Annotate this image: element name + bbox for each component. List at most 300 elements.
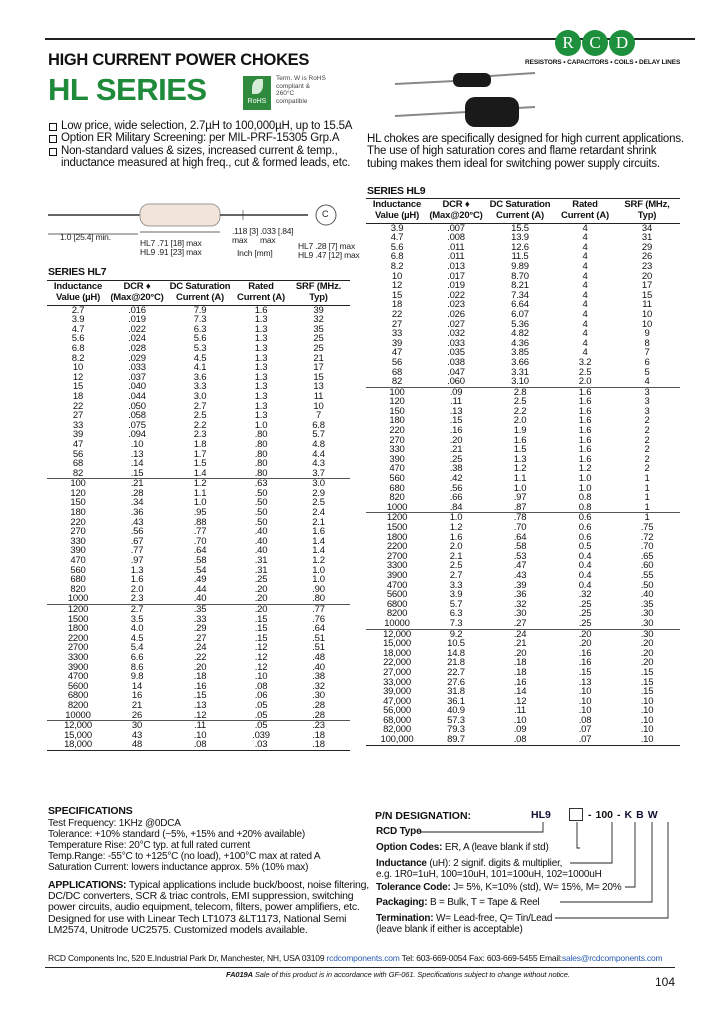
table-cell: .30: [312, 690, 325, 702]
table-cell: .013: [447, 260, 465, 272]
dim-body-dia: .033 [.84] max: [260, 226, 294, 245]
pn-part: 100: [595, 809, 614, 821]
table-cell: 3.6: [193, 371, 207, 383]
table-cell: 3.9: [71, 314, 85, 326]
page-number: 104: [655, 975, 676, 989]
table-cell: 3.9: [449, 589, 463, 601]
table-cell: 12.6: [511, 241, 529, 253]
table-cell: 1: [644, 501, 650, 513]
table-cell: 4: [582, 299, 588, 311]
table-cell: 5: [644, 366, 650, 378]
table-cell: 7: [315, 410, 322, 422]
table-cell: .12: [513, 695, 527, 707]
table-cell: .28: [312, 709, 325, 721]
table-cell: .58: [193, 555, 207, 567]
table-cell: 390: [70, 545, 86, 557]
table-cell: .40: [254, 545, 268, 557]
table-cell: 1200: [47, 605, 109, 615]
table-cell: 33: [391, 328, 403, 340]
table-cell: .08: [484, 735, 556, 745]
table-cell: 1.3: [254, 352, 268, 364]
table-cell: .80: [254, 458, 268, 470]
table-cell: .78: [484, 513, 556, 523]
table-cell: .27: [193, 632, 207, 644]
table-cell: 3.31: [511, 366, 529, 378]
table-cell: 0.4: [578, 550, 592, 562]
table-cell: 4.1: [193, 362, 207, 374]
table-cell: 6.6: [130, 651, 144, 663]
table-cell: 560: [389, 473, 405, 485]
table-cell: 2.2: [513, 405, 527, 417]
table-cell: 1.0: [513, 482, 527, 494]
table-cell: .31: [254, 564, 268, 576]
table-cell: .50: [254, 497, 268, 509]
table-cell: 220: [389, 425, 405, 437]
table-cell: .016: [109, 305, 165, 315]
table-cell: 7.3: [193, 314, 207, 326]
table-cell: 150: [70, 497, 86, 509]
table-cell: .15: [254, 613, 268, 625]
table-cell: .67: [130, 535, 144, 547]
applications-paragraph: [48, 880, 370, 936]
table-cell: .43: [130, 516, 144, 528]
table-cell: .80: [254, 429, 268, 441]
table-cell: 2.9: [312, 487, 325, 499]
table-cell: 4.8: [312, 438, 325, 450]
table-cell: 1: [614, 513, 680, 523]
table-cell: .47: [513, 560, 527, 572]
table-cell: 0.8: [578, 492, 592, 504]
table-cell: .16: [578, 657, 592, 669]
table-cell: .38: [312, 671, 325, 683]
table-cell: 4.5: [130, 632, 144, 644]
table-cell: .30: [640, 617, 654, 629]
table-cell: .017: [447, 270, 465, 282]
table-cell: 15.5: [484, 223, 556, 233]
table-cell: 1.3: [254, 400, 268, 412]
table-cell: 4.82: [511, 328, 529, 340]
table-cell: 3.66: [511, 356, 529, 368]
table-cell: .14: [513, 686, 527, 698]
table-cell: .63: [235, 479, 287, 489]
table-cell: .16: [449, 425, 463, 437]
table-cell: .05: [254, 699, 268, 711]
table-cell: 3.0: [193, 390, 207, 402]
specifications-list: [48, 818, 368, 873]
table-cell: .44: [193, 583, 207, 595]
table-cell: .80: [254, 448, 268, 460]
applications-heading: APPLICATIONS:: [48, 879, 127, 891]
table-cell: 680: [389, 482, 405, 494]
table-cell: 36.1: [447, 695, 465, 707]
table-cell: 5.36: [511, 318, 529, 330]
table-cell: 22,000: [383, 657, 411, 669]
table-cell: .28: [312, 699, 325, 711]
table-cell: .033: [447, 337, 465, 349]
table-cell: 4: [582, 318, 588, 330]
table-cell: 2.2: [193, 419, 207, 431]
pn-part: -: [588, 809, 592, 821]
table-cell: .32: [513, 598, 527, 610]
table-cell: 3.5: [130, 613, 144, 625]
dim-lead-length: 1.0 [25.4] min.: [60, 232, 111, 242]
table-cell: 18: [391, 299, 403, 311]
table-cell: .24: [484, 629, 556, 639]
table-cell: 18: [72, 390, 84, 402]
table-cell: .88: [193, 516, 207, 528]
choke-photo: [395, 70, 535, 130]
table-cell: 330: [389, 444, 405, 456]
table-cell: 1.1: [513, 473, 527, 485]
table-cell: .75: [640, 522, 654, 533]
table-cell: 39: [391, 337, 403, 349]
table-cell: .66: [449, 492, 463, 504]
table-cell: 27,000: [383, 666, 411, 678]
table-cell: .037: [128, 371, 146, 383]
table-cell: 150: [389, 405, 405, 417]
table-cell: .25: [254, 574, 268, 586]
table-cell: .77: [193, 526, 207, 538]
table-cell: .15: [640, 666, 654, 678]
col-dcr: DCR ♦ (Max@20°C): [109, 281, 165, 306]
table-cell: 2200: [386, 541, 408, 553]
table-cell: 1.7: [193, 448, 207, 460]
table-cell: .64: [312, 623, 325, 635]
table-cell: 0.4: [578, 579, 592, 591]
table-cell: .20: [640, 657, 654, 669]
table-cell: .15: [193, 690, 207, 702]
col-dcr: DCR ♦ (Max@20°C): [428, 199, 484, 224]
table-cell: .050: [128, 400, 146, 412]
table-cell: 3900: [386, 569, 408, 581]
table-cell: 3300: [67, 651, 89, 663]
table-cell: .12: [254, 642, 268, 654]
table-cell: 13: [313, 381, 324, 393]
table-cell: 8200: [386, 608, 408, 620]
table-cell: 6.3: [449, 608, 463, 620]
table-cell: 1.4: [193, 467, 207, 479]
table-cell: 1.2: [312, 555, 325, 567]
table-cell: 10.5: [447, 638, 465, 650]
table-cell: 1.3: [254, 410, 268, 422]
pn-part: K: [624, 809, 633, 821]
table-cell: .20: [449, 434, 463, 446]
table-cell: .14: [130, 458, 144, 470]
spec-line: Saturation Current: lowers inductance approx. 5% (10% max): [48, 862, 309, 873]
table-cell: .16: [193, 680, 207, 692]
dim-hl9-length: HL9 .91 [23] max: [140, 247, 202, 257]
table-cell: .27: [513, 617, 527, 629]
pn-row: Inductance (uH): 2 signif. digits & multiplier,: [376, 858, 563, 869]
table-cell: .42: [449, 473, 463, 485]
table-cell: 1.3: [513, 453, 527, 465]
table-cell: 2: [644, 463, 650, 475]
table-cell: 15,000: [383, 638, 411, 650]
table-cell: .18: [312, 729, 325, 741]
table-cell: 270: [389, 434, 405, 446]
table-cell: 35: [313, 323, 324, 335]
table-cell: .06: [254, 690, 268, 702]
table-cell: .51: [312, 642, 325, 654]
table-cell: .05: [235, 721, 287, 731]
table-cell: 1200: [366, 513, 428, 523]
table-cell: .64: [193, 545, 207, 557]
table-cell: 2: [644, 444, 650, 456]
spec-line: Test Frequency: 1KHz @0DCA: [48, 818, 181, 829]
table-cell: 14.8: [447, 647, 465, 659]
table-cell: .047: [447, 366, 465, 378]
rcd-logo: [555, 30, 635, 56]
table-cell: 3.9: [366, 223, 428, 233]
table-cell: .15: [640, 686, 654, 698]
table-cell: 47,000: [383, 695, 411, 707]
table-cell: 1.3: [254, 333, 268, 345]
table-cell: .20: [578, 638, 592, 650]
table-cell: 10: [641, 308, 653, 320]
table-cell: .040: [128, 381, 146, 393]
table-cell: .05: [254, 709, 268, 721]
table-cell: 56,000: [383, 705, 411, 717]
table-cell: .10: [614, 735, 680, 745]
table-cell: 22: [391, 308, 403, 320]
col-inductance: Inductance Value (µH): [366, 199, 428, 224]
table-cell: .09: [513, 724, 527, 736]
table-cell: .25: [578, 617, 592, 629]
col-srf: SRF (MHz, Typ): [614, 199, 680, 224]
table-cell: 1.6: [556, 387, 614, 397]
table-cell: 4: [582, 337, 588, 349]
table-cell: 2: [644, 434, 650, 446]
table-cell: .48: [312, 651, 325, 663]
table-cell: 15: [641, 289, 653, 301]
table-cell: 1.0: [312, 574, 325, 586]
table-cell: 3300: [386, 560, 408, 572]
table-cell: 10000: [384, 617, 410, 629]
table-cell: .36: [130, 507, 144, 519]
table-cell: .11: [165, 721, 235, 731]
table-cell: 2200: [67, 632, 89, 644]
pn-part: B: [636, 809, 644, 821]
table-cell: .07: [556, 735, 614, 745]
table-cell: 68: [391, 366, 403, 378]
table-cell: .56: [130, 526, 144, 538]
table-cell: .10: [578, 695, 592, 707]
table-cell: 2700: [386, 550, 408, 562]
table-cell: 560: [70, 564, 86, 576]
table-cell: .70: [640, 541, 654, 553]
table-cell: .032: [447, 328, 465, 340]
table-cell: 1.3: [130, 564, 144, 576]
feature-item: Option ER Military Screening: per MIL-PRF-15305 Grp.A: [48, 132, 378, 144]
table-cell: 11.5: [511, 251, 529, 263]
table-cell: .54: [193, 564, 207, 576]
table-cell: 4.0: [130, 623, 144, 635]
table-cell: 1.1: [193, 487, 207, 499]
table-cell: 79.3: [447, 724, 465, 736]
table-cell: .77: [287, 605, 350, 615]
table-cell: 100,000: [366, 735, 428, 745]
table-cell: .97: [513, 492, 527, 504]
table-cell: 1.0: [312, 564, 325, 576]
table-cell: 1.0: [578, 482, 592, 494]
spec-line: Temperature Rise: 20°C typ. at full rated current: [48, 840, 251, 851]
table-cell: 47: [72, 438, 84, 450]
table-cell: 39: [72, 429, 84, 441]
table-cell: 4: [582, 232, 588, 244]
table-cell: 1.0: [578, 473, 592, 485]
table-cell: 11: [313, 390, 324, 402]
table-cell: .13: [193, 699, 207, 711]
table-cell: 470: [389, 463, 405, 475]
table-cell: 0.4: [578, 560, 592, 572]
table-cell: .18: [513, 657, 527, 669]
table-cell: 15: [313, 371, 324, 383]
table-cell: 4700: [386, 579, 408, 591]
table-cell: 470: [70, 555, 86, 567]
table-cell: 1.5: [513, 444, 527, 456]
table-cell: 1.6: [578, 444, 592, 456]
pn-row: Termination: W= Lead-free, Q= Tin/Lead: [376, 913, 553, 924]
table-cell: 14: [131, 680, 143, 692]
table-cell: .15: [130, 467, 144, 479]
table-cell: 82,000: [383, 724, 411, 736]
table-cell: .35: [165, 605, 235, 615]
table-cell: 5.7: [312, 429, 325, 441]
table-cell: 3.85: [511, 347, 529, 359]
pn-part: W: [647, 809, 658, 821]
table-cell: 3.3: [193, 381, 207, 393]
table-cell: .21: [513, 638, 527, 650]
dim-hl9-dia: HL9 .47 [12] max: [298, 250, 360, 260]
table-cell: 32: [313, 314, 324, 326]
table-cell: 5600: [67, 680, 89, 692]
table-cell: .15: [578, 666, 592, 678]
table-cell: .20: [235, 605, 287, 615]
page-title: HL SERIES: [48, 72, 207, 107]
table-cell: .18: [193, 671, 207, 683]
table-cell: .019: [128, 314, 146, 326]
table-cell: 4: [644, 376, 650, 388]
table-cell: 18,000: [383, 647, 411, 659]
table-cell: 5600: [386, 589, 408, 601]
bottom-rule: [45, 967, 675, 968]
table-cell: 82: [72, 467, 84, 479]
dim-hl7-length: HL7 .71 [18] max: [140, 238, 202, 248]
table-cell: .024: [128, 333, 146, 345]
table-cell: .15: [254, 623, 268, 635]
table-cell: 26: [131, 709, 143, 721]
pn-row: Packaging: B = Bulk, T = Tape & Reel: [376, 897, 540, 908]
table-cell: 9: [644, 328, 650, 340]
feature-item: Low price, wide selection, 2.7µH to 100,000µH, up to 15.5A: [48, 120, 378, 132]
table-cell: 1.6: [578, 425, 592, 437]
table-cell: .08: [254, 680, 268, 692]
table-cell: 1.2: [513, 463, 527, 475]
table-cell: 2.5: [312, 497, 325, 509]
table-cell: 1.2: [578, 463, 592, 475]
table-cell: 7.3: [449, 617, 463, 629]
table-cell: .38: [449, 463, 463, 475]
table-cell: 1.6: [130, 574, 144, 586]
table-row: [366, 735, 680, 745]
table-cell: 43: [131, 729, 143, 741]
table-cell: 15,000: [64, 729, 92, 741]
table-cell: .022: [128, 323, 146, 335]
table-cell: 47: [391, 347, 403, 359]
table-cell: 2.5: [578, 366, 592, 378]
table-cell: .39: [513, 579, 527, 591]
table-cell: 1: [644, 482, 650, 494]
table-cell: 10000: [65, 709, 91, 721]
table-cell: 1.0: [428, 513, 484, 523]
table-cell: 1: [644, 473, 650, 485]
table-cell: 390: [389, 453, 405, 465]
table-cell: 2700: [67, 642, 89, 654]
table-cell: .24: [193, 642, 207, 654]
table-cell: 40.9: [447, 705, 465, 717]
col-inductance: Inductance Value (µH): [47, 281, 109, 306]
table-cell: 0.6: [578, 522, 592, 533]
table-cell: 82: [391, 376, 403, 388]
table-row: [366, 619, 680, 629]
table-cell: 22.7: [447, 666, 465, 678]
table-cell: 1.6: [578, 453, 592, 465]
table-cell: 23: [641, 260, 653, 272]
table-cell: .03: [235, 740, 287, 750]
table-cell: .060: [447, 376, 465, 388]
hl9-series-label: SERIES HL9: [367, 185, 426, 197]
footer-website[interactable]: rcdcomponents.com: [324, 953, 400, 963]
table-cell: 2.5: [449, 560, 463, 572]
table-cell: 4: [582, 328, 588, 340]
table-cell: 7.34: [511, 289, 529, 301]
company-tagline: RESISTORS • CAPACITORS • COILS • DELAY LINES: [525, 59, 681, 66]
table-cell: .15: [254, 632, 268, 644]
pn-code-parts: [588, 809, 658, 821]
table-row: [47, 594, 350, 604]
table-cell: .13: [449, 405, 463, 417]
table-cell: .044: [128, 390, 146, 402]
table-row: [366, 377, 680, 387]
table-cell: .50: [254, 507, 268, 519]
table-cell: 4.7: [390, 232, 404, 244]
table-cell: .11: [514, 705, 526, 717]
table-cell: 9.8: [130, 671, 144, 683]
table-cell: .10: [254, 671, 268, 683]
col-saturation: DC Saturation Current (A): [484, 199, 556, 224]
table-cell: .32: [578, 589, 592, 601]
table-cell: 89.7: [428, 735, 484, 745]
footer-email[interactable]: sales@rcdcomponents.com: [561, 953, 663, 963]
table-cell: 2: [644, 415, 650, 427]
page-subtitle: HIGH CURRENT POWER CHOKES: [48, 51, 310, 69]
table-cell: 7.9: [165, 305, 235, 315]
table-cell: .028: [128, 342, 146, 354]
table-cell: 330: [70, 535, 86, 547]
table-cell: .60: [640, 560, 654, 572]
table-cell: 10: [391, 270, 403, 282]
table-cell: 1.3: [254, 371, 268, 383]
table-cell: .20: [513, 647, 527, 659]
table-cell: .10: [578, 705, 592, 717]
table-cell: 34: [614, 223, 680, 233]
table-cell: 1.4: [312, 545, 325, 557]
footer-contact: [48, 953, 662, 963]
table-cell: .65: [640, 550, 654, 562]
table-cell: .35: [640, 598, 654, 610]
pn-row: (leave blank if either is acceptable): [376, 924, 523, 935]
table-cell: .039: [252, 729, 270, 741]
